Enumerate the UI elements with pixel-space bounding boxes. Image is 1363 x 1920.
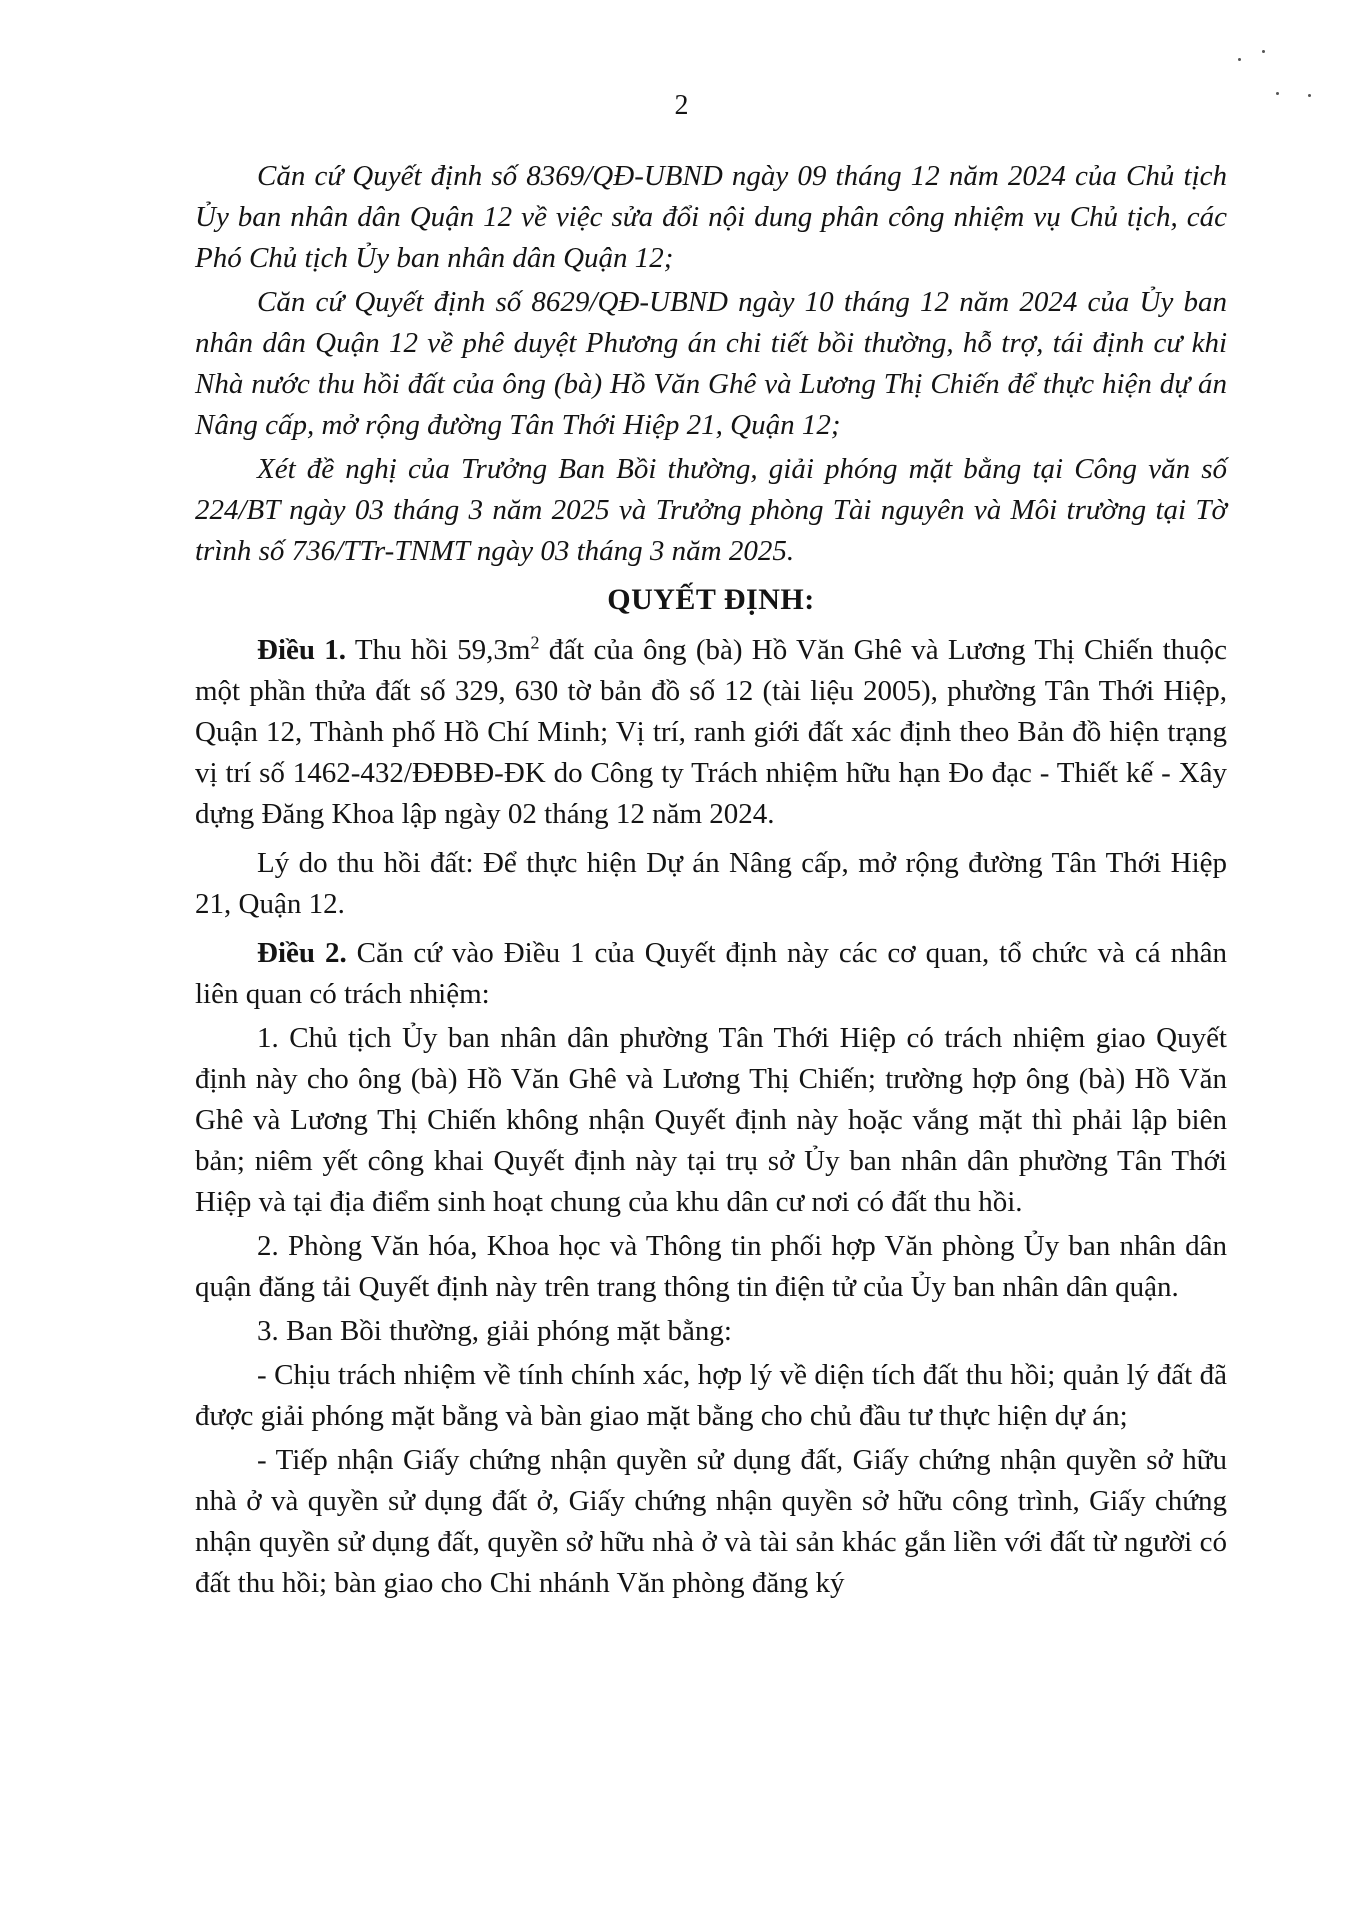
page-number: 2 [674, 90, 689, 121]
legal-basis-paragraph: Căn cứ Quyết định số 8629/QĐ-UBND ngày 10 tháng 12 năm 2024 của Ủy ban nhân dân Quận 12 về phê duyệt Phương án chi tiết bồi thường, hỗ trợ, tái định cư khi Nhà nước thu hồi đất của ông (bà) Hồ Văn Ghê và Lương Thị Chiến để thực hiện dự án Nâng cấp, mở rộng đường Tân Thới Hiệp 21, Quận 12; [195, 286, 1227, 441]
article-1-label: Điều 1. [257, 634, 347, 666]
responsibility-item: 2. Phòng Văn hóa, Khoa học và Thông tin phối hợp Văn phòng Ủy ban nhân dân quận đăng tải Quyết định này trên trang thông tin điện tử của Ủy ban nhân dân quận. [195, 1230, 1227, 1303]
article-1-text-rest: đất của ông (bà) Hồ Văn Ghê và Lương Thị Chiến thuộc một phần thửa đất số 329, 630 tờ bản đồ số 12 (tài liệu 2005), phường Tân Thới Hiệp, Quận 12, Thành phố Hồ Chí Minh; Vị trí, ranh giới đất xác định theo Bản đồ hiện trạng vị trí số 1462-432/ĐĐBĐ-ĐK do Công ty Trách nhiệm hữu hạn Đo đạc - Thiết kế - Xây dựng Đăng Khoa lập ngày 02 tháng 12 năm 2024. [195, 634, 1227, 830]
scan-speck [1238, 58, 1241, 61]
article-2-text: Căn cứ vào Điều 1 của Quyết định này các cơ quan, tổ chức và cá nhân liên quan có trách nhiệm: [195, 937, 1228, 1010]
article-2-paragraph [195, 933, 1227, 1015]
document-body [195, 156, 1227, 1607]
bullet-item: - Tiếp nhận Giấy chứng nhận quyền sử dụng đất, Giấy chứng nhận quyền sở hữu nhà ở và quyền sử dụng đất ở, Giấy chứng nhận quyền sở hữu công trình, Giấy chứng nhận quyền sử dụng đất, quyền sở hữu nhà ở và tài sản khác gắn liền với đất từ người có đất thu hồi; bàn giao cho Chi nhánh Văn phòng đăng ký [195, 1444, 1227, 1599]
bullet-item: - Chịu trách nhiệm về tính chính xác, hợp lý về diện tích đất thu hồi; quản lý đất đã được giải phóng mặt bằng và bàn giao mặt bằng cho chủ đầu tư thực hiện dự án; [195, 1359, 1227, 1432]
article-2-label: Điều 2. [257, 937, 347, 969]
responsibility-item: 3. Ban Bồi thường, giải phóng mặt bằng: [257, 1315, 732, 1347]
legal-basis-paragraph: Căn cứ Quyết định số 8369/QĐ-UBND ngày 09 tháng 12 năm 2024 của Chủ tịch Ủy ban nhân dân Quận 12 về việc sửa đổi nội dung phân công nhiệm vụ Chủ tịch, các Phó Chủ tịch Ủy ban nhân dân Quận 12; [195, 160, 1227, 274]
article-1-paragraph [195, 630, 1227, 835]
article-1-text-start: Thu hồi 59,3m [346, 634, 531, 666]
proposal-paragraph: Xét đề nghị của Trưởng Ban Bồi thường, giải phóng mặt bằng tại Công văn số 224/BT ngày 03 tháng 3 năm 2025 và Trưởng phòng Tài nguyên và Môi trường tại Tờ trình số 736/TTr-TNMT ngày 03 tháng 3 năm 2025. [195, 453, 1227, 567]
area-unit-superscript: 2 [530, 632, 540, 653]
decision-heading: QUYẾT ĐỊNH: [607, 583, 815, 616]
responsibility-item: 1. Chủ tịch Ủy ban nhân dân phường Tân Thới Hiệp có trách nhiệm giao Quyết định này cho ông (bà) Hồ Văn Ghê và Lương Thị Chiến; trường hợp ông (bà) Hồ Văn Ghê và Lương Thị Chiến không nhận Quyết định này hoặc vắng mặt thì phải lập biên bản; niêm yết công khai Quyết định này tại trụ sở Ủy ban nhân dân phường Tân Thới Hiệp và tại địa điểm sinh hoạt chung của khu dân cư nơi có đất thu hồi. [195, 1022, 1227, 1218]
scan-speck [1262, 50, 1265, 53]
reason-paragraph: Lý do thu hồi đất: Để thực hiện Dự án Nâng cấp, mở rộng đường Tân Thới Hiệp 21, Quận 12. [195, 847, 1227, 920]
